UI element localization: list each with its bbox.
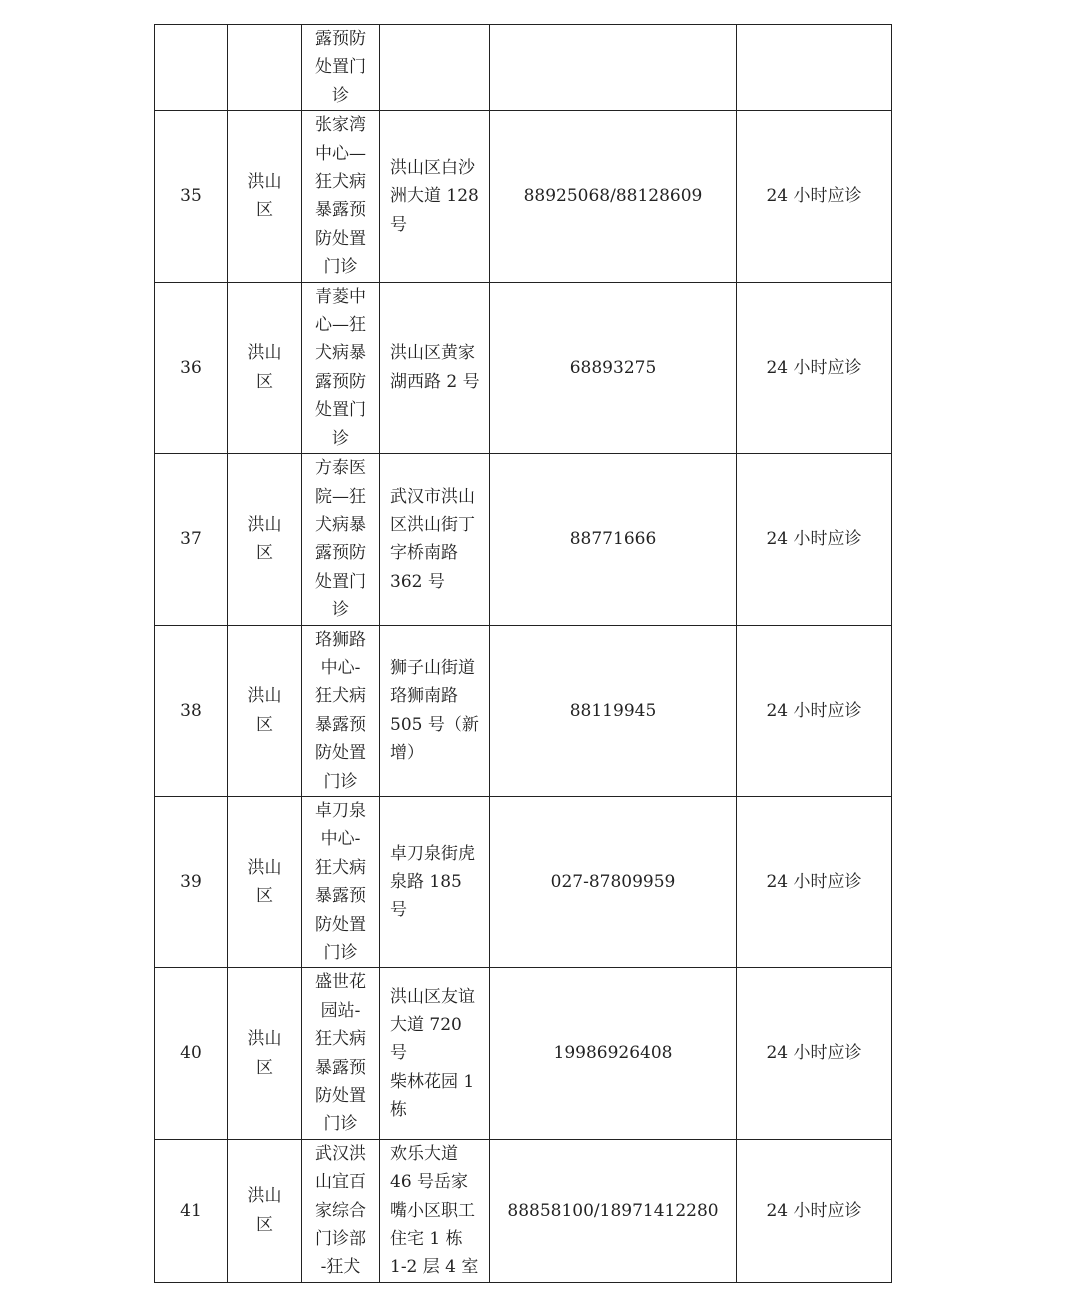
table-row <box>155 111 892 282</box>
table-row <box>155 454 892 625</box>
phone-cell: 88119945 <box>490 625 737 796</box>
clinic-name-cell: 露预防 处置门 诊 <box>302 25 380 111</box>
district-cell: 洪山 区 <box>228 796 302 967</box>
row-number: 38 <box>155 625 228 796</box>
clinic-name-cell: 武汉洪 山宜百 家综合 门诊部 -狂犬 <box>302 1139 380 1282</box>
hours-cell: 24 小时应诊 <box>737 796 892 967</box>
district-cell <box>228 25 302 111</box>
row-number: 36 <box>155 282 228 453</box>
table-row <box>155 625 892 796</box>
hours-cell: 24 小时应诊 <box>737 1139 892 1282</box>
clinic-table <box>154 24 892 1283</box>
phone-cell: 88771666 <box>490 454 737 625</box>
address-cell <box>380 25 490 111</box>
hours-cell: 24 小时应诊 <box>737 625 892 796</box>
phone-cell: 88925068/88128609 <box>490 111 737 282</box>
table-row <box>155 1139 892 1282</box>
address-cell: 洪山区白沙 洲大道 128 号 <box>380 111 490 282</box>
table-row <box>155 968 892 1139</box>
row-number: 39 <box>155 796 228 967</box>
hours-cell: 24 小时应诊 <box>737 282 892 453</box>
row-number: 41 <box>155 1139 228 1282</box>
clinic-name-cell: 张家湾 中心— 狂犬病 暴露预 防处置 门诊 <box>302 111 380 282</box>
district-cell: 洪山 区 <box>228 454 302 625</box>
district-cell: 洪山 区 <box>228 625 302 796</box>
row-number <box>155 25 228 111</box>
address-cell: 武汉市洪山 区洪山街丁 字桥南路 362 号 <box>380 454 490 625</box>
phone-cell: 68893275 <box>490 282 737 453</box>
hours-cell: 24 小时应诊 <box>737 111 892 282</box>
address-cell: 欢乐大道 46 号岳家 嘴小区职工 住宅 1 栋 1-2 层 4 室 <box>380 1139 490 1282</box>
clinic-name-cell: 盛世花 园站- 狂犬病 暴露预 防处置 门诊 <box>302 968 380 1139</box>
table-row <box>155 282 892 453</box>
hours-cell: 24 小时应诊 <box>737 968 892 1139</box>
district-cell: 洪山 区 <box>228 1139 302 1282</box>
phone-cell: 88858100/18971412280 <box>490 1139 737 1282</box>
row-number: 37 <box>155 454 228 625</box>
table-row <box>155 796 892 967</box>
table-row <box>155 25 892 111</box>
clinic-name-cell: 珞狮路 中心- 狂犬病 暴露预 防处置 门诊 <box>302 625 380 796</box>
clinic-name-cell: 卓刀泉 中心- 狂犬病 暴露预 防处置 门诊 <box>302 796 380 967</box>
phone-cell: 19986926408 <box>490 968 737 1139</box>
phone-cell: 027-87809959 <box>490 796 737 967</box>
row-number: 35 <box>155 111 228 282</box>
clinic-name-cell: 青菱中 心—狂 犬病暴 露预防 处置门 诊 <box>302 282 380 453</box>
district-cell: 洪山 区 <box>228 968 302 1139</box>
row-number: 40 <box>155 968 228 1139</box>
phone-cell <box>490 25 737 111</box>
clinic-name-cell: 方泰医 院—狂 犬病暴 露预防 处置门 诊 <box>302 454 380 625</box>
address-cell: 卓刀泉街虎 泉路 185 号 <box>380 796 490 967</box>
district-cell: 洪山 区 <box>228 282 302 453</box>
hours-cell: 24 小时应诊 <box>737 454 892 625</box>
hours-cell <box>737 25 892 111</box>
address-cell: 洪山区黄家 湖西路 2 号 <box>380 282 490 453</box>
district-cell: 洪山 区 <box>228 111 302 282</box>
address-cell: 狮子山街道 珞狮南路 505 号（新 增） <box>380 625 490 796</box>
address-cell: 洪山区友谊 大道 720 号 柴林花园 1 栋 <box>380 968 490 1139</box>
